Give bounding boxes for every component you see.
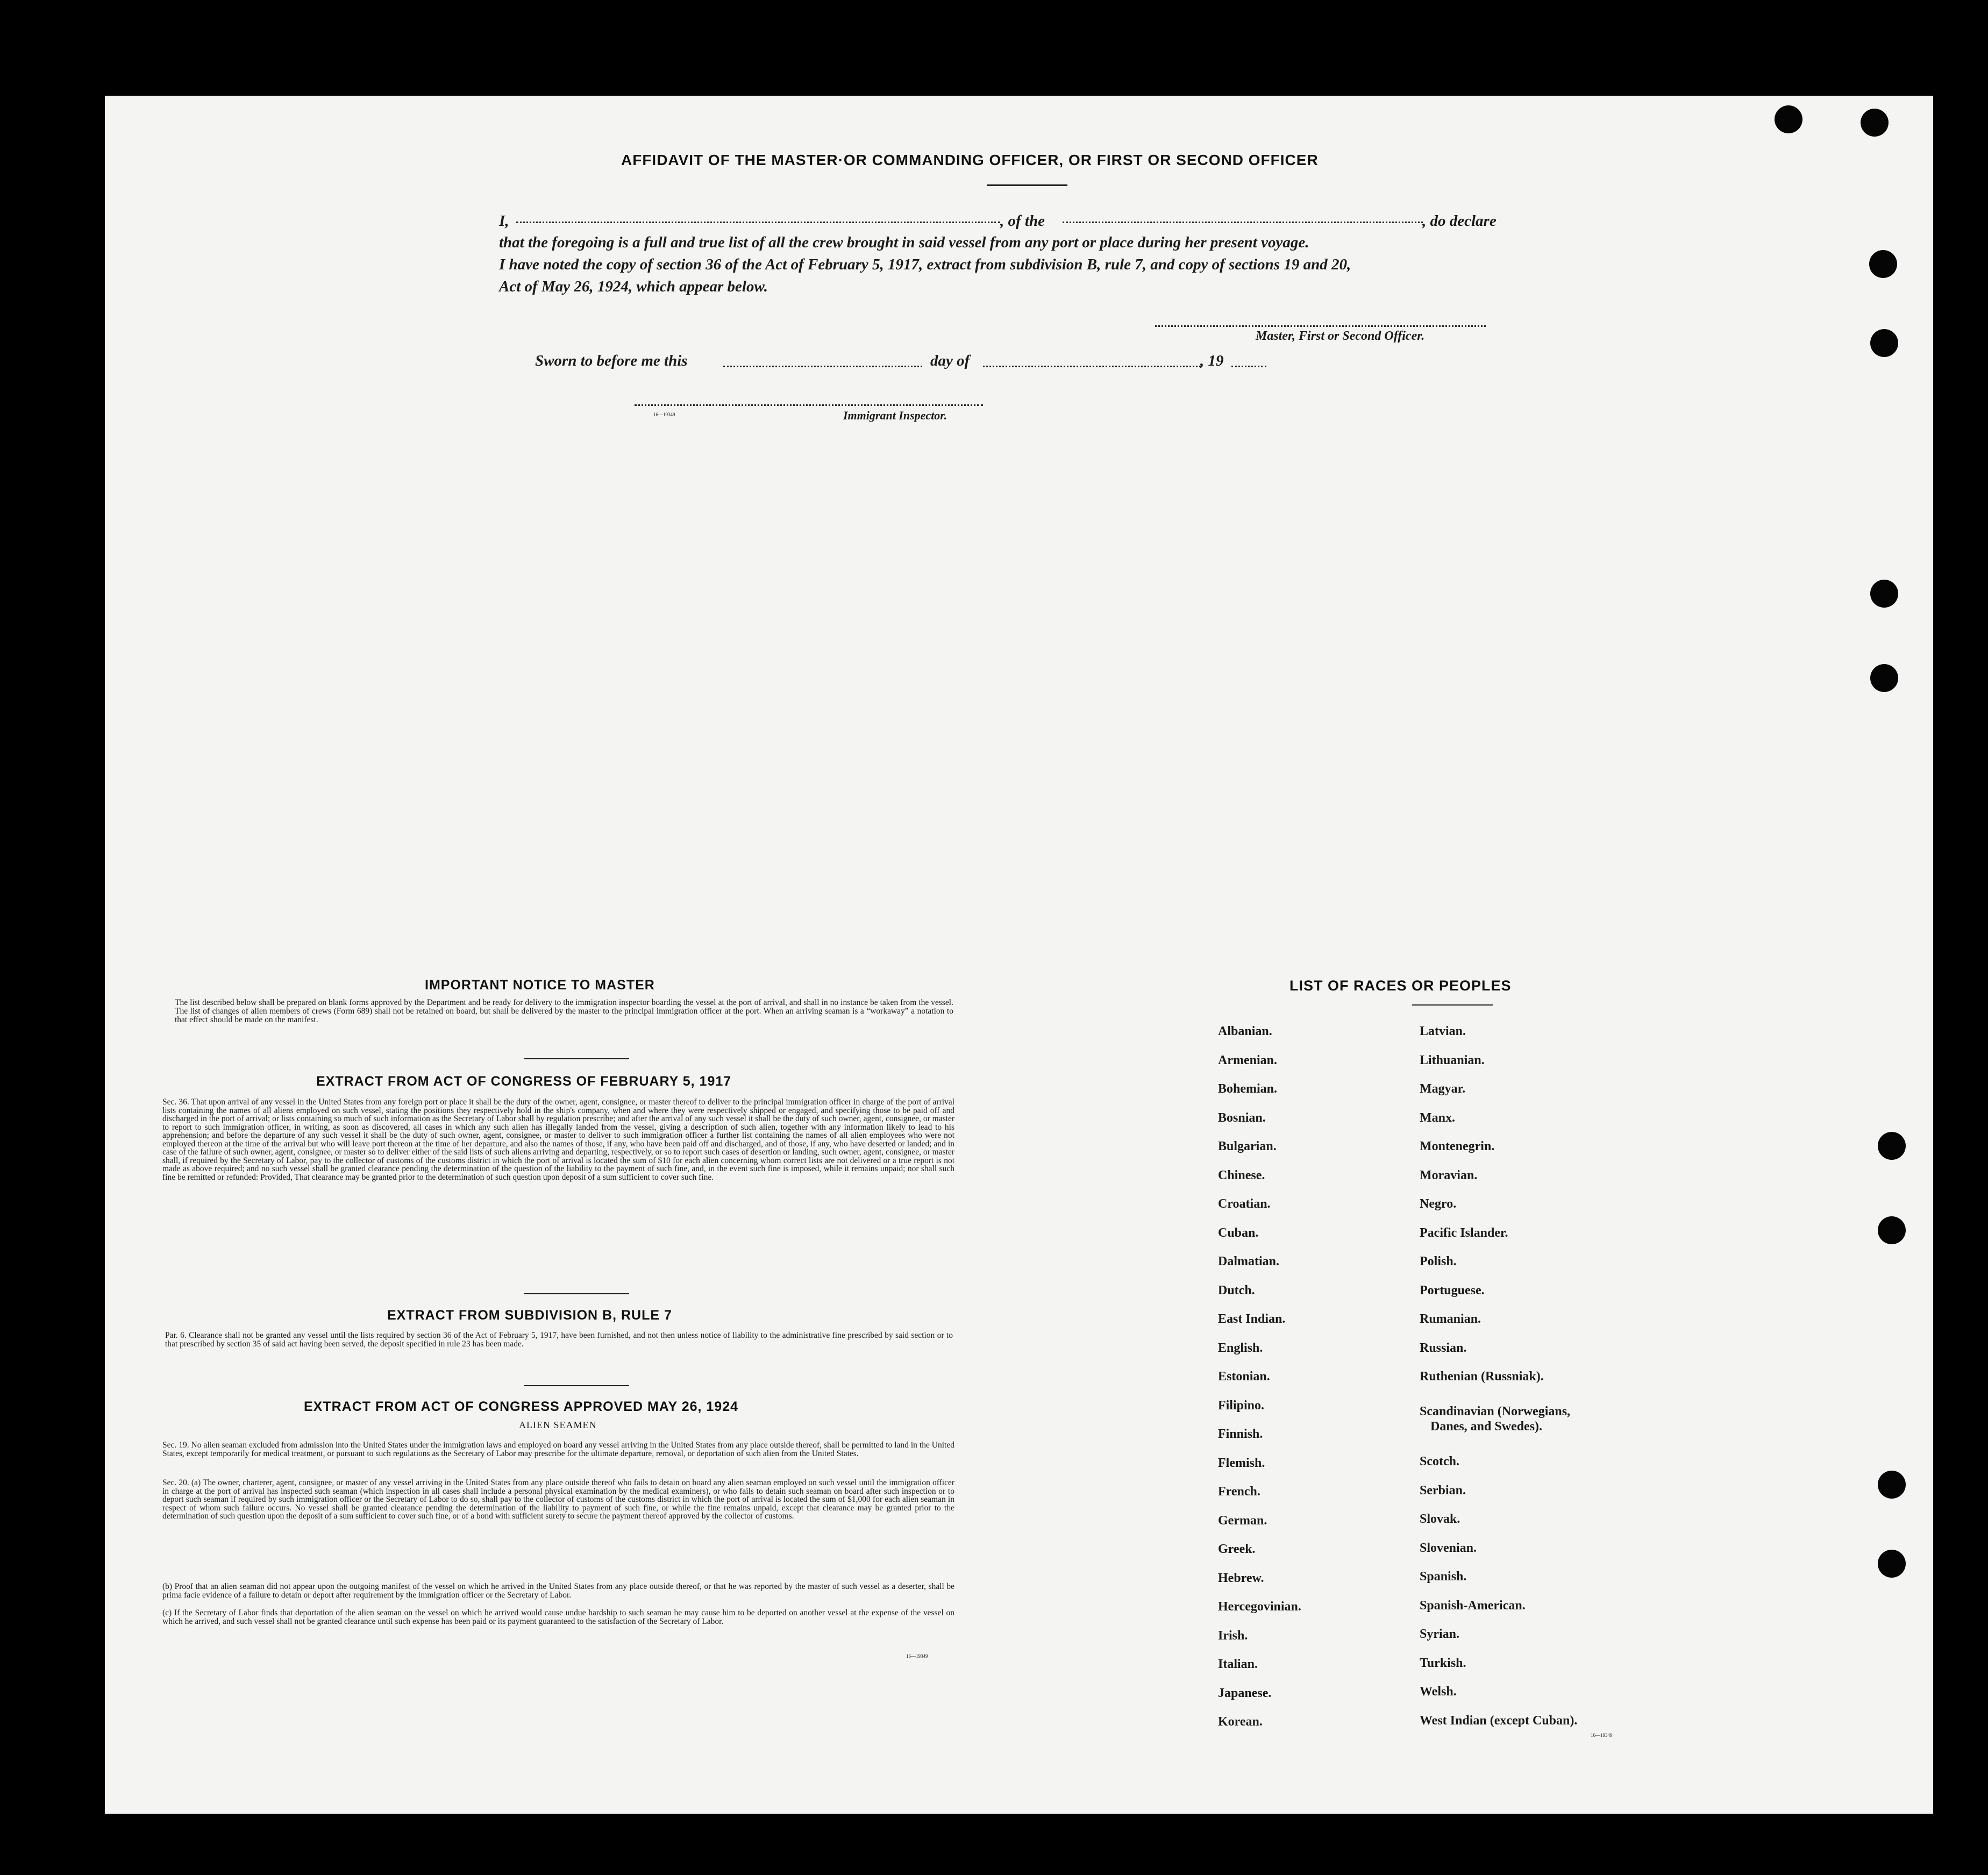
race-item: Polish. <box>1420 1254 1457 1268</box>
name-blank-line <box>516 222 1000 223</box>
rule7-body: Par. 6. Clearance shall not be granted any vessel until the lists required by section 36 of the Act of February 5, 1917, have been furnished, and not then unless notice of liability to the administrative fine prescribed by said section or to that prescribed by section 35 of said act having been served, the deposit specified in rule 23 has been made. <box>165 1331 953 1349</box>
race-item: Greek. <box>1218 1542 1256 1556</box>
sec20c-body: (c) If the Secretary of Labor finds that deportation of the alien seaman on the vessel on which he arrived would cause undue hardship to such seaman he may cause him to be deported on another vessel at the expense of the vessel on which he arrived, and such vessel shall not be granted clearance until such expense has been paid or its payment guaranteed to the satisfaction of the Secretary of Labor. <box>162 1608 954 1626</box>
affidavit-title: AFFIDAVIT OF THE MASTER·OR COMMANDING OFFICER, OR FIRST OR SECOND OFFICER <box>621 152 1319 168</box>
sec19-body: Sec. 19. No alien seaman excluded from admission into the United States under the immigration laws and employed on board any vessel arriving in the United States from any place outside thereof, shall be permitted to land in the United States, except temporarily for medical treatment, or pursuant to such regulations as the Secretary of Labor may prescribe for the ultimate departure, removal, or deportation of such alien from the United States. <box>162 1441 954 1458</box>
affidavit-of-the: , of the <box>1000 212 1045 230</box>
race-item: Dalmatian. <box>1218 1254 1279 1268</box>
race-item: Scotch. <box>1420 1455 1459 1468</box>
sec20a-body: Sec. 20. (a) The owner, charterer, agent, consignee, or master of any vessel arriving in the United States from any place outside thereof who fails to detain on board any alien seaman employed on such vessel until the immigration officer in charge at the port of arrival has inspected such seaman (which inspection in all cases shall include a personal physical examination by the medical examiners), or who fails to detain such seaman on board after such inspection or to deport such seaman if required by such immigration officer or the Secretary of Labor to do so, shall pay to the collector of customs of the customs district in which the port of arrival is located the sum of $1,000 for each alien seaman in respect of whom such failure occurs. No vessel shall be granted clearance pending the determination of the liability to payment of such fine, or while the fine remains unpaid, except that clearance may be granted prior to the determination of such question upon the deposit of a sum sufficient to cover such fine, or of a bond with sufficient surety to secure the payment thereof approved by the collector of customs. <box>162 1478 954 1521</box>
sworn-day-line <box>723 366 922 367</box>
punch-hole <box>1869 250 1897 278</box>
divider <box>524 1385 629 1386</box>
race-item: Chinese. <box>1218 1168 1265 1182</box>
divider <box>524 1293 629 1294</box>
affidavit-line-4: Act of May 26, 1924, which appear below. <box>499 278 768 295</box>
race-item: Estonian. <box>1218 1370 1270 1384</box>
form-number: 16—19349 <box>1591 1733 1613 1738</box>
inspector-caption: Immigrant Inspector. <box>843 409 947 422</box>
race-item: Negro. <box>1420 1197 1457 1211</box>
race-item: Hercegovinian. <box>1218 1600 1301 1614</box>
race-item: Croatian. <box>1218 1197 1271 1211</box>
sworn-month-line <box>983 366 1201 367</box>
punch-hole <box>1878 1550 1906 1578</box>
signature-line <box>1155 325 1486 327</box>
affidavit-line-2: that the foregoing is a full and true list of all the crew brought in said vessel from any port or place during her present voyage. <box>499 234 1309 251</box>
year-line <box>1231 366 1266 367</box>
race-item: West Indian (except Cuban). <box>1420 1713 1578 1728</box>
year-label: , 19 <box>1200 352 1224 369</box>
race-item: Russian. <box>1420 1341 1467 1355</box>
race-item: Syrian. <box>1420 1627 1460 1641</box>
extract-1924-title: EXTRACT FROM ACT OF CONGRESS APPROVED MAY 26, 1924 <box>304 1399 739 1414</box>
extract-1924-subtitle: ALIEN SEAMEN <box>519 1420 597 1430</box>
race-item: Flemish. <box>1218 1456 1265 1470</box>
race-item: Portuguese. <box>1420 1283 1485 1297</box>
race-item: Lithuanian. <box>1420 1053 1485 1067</box>
race-item: Korean. <box>1218 1715 1263 1729</box>
vessel-blank-line <box>1063 222 1423 223</box>
race-item: Latvian. <box>1420 1024 1466 1038</box>
race-item: Spanish. <box>1420 1570 1467 1584</box>
race-item: Bulgarian. <box>1218 1139 1277 1153</box>
race-item: Italian. <box>1218 1657 1258 1671</box>
punch-hole <box>1878 1471 1906 1499</box>
race-item: Pacific Islander. <box>1420 1225 1508 1240</box>
punch-hole <box>1870 664 1898 692</box>
extract-1917-title: EXTRACT FROM ACT OF CONGRESS OF FEBRUARY 5, 1917 <box>316 1074 732 1089</box>
race-item: Japanese. <box>1218 1686 1272 1700</box>
race-item: English. <box>1218 1341 1263 1355</box>
notice-body: The list described below shall be prepared on blank forms approved by the Department and be ready for delivery to the immigration inspector boarding the vessel at the port of arrival, and shall in no instance be taken from the vessel. The list of changes of alien members of crews (Form 689) shall not be retained on board, but shall be delivered by the master to the principal immigration officer at the port. When an arriving seaman is a “workaway” a notation to that effect should be made on the manifest. <box>175 998 953 1025</box>
race-item: Manx. <box>1420 1110 1455 1125</box>
signature-caption: Master, First or Second Officer. <box>1256 329 1425 343</box>
race-item: Filipino. <box>1218 1398 1265 1413</box>
title-divider <box>987 184 1067 186</box>
race-item: Turkish. <box>1420 1656 1466 1670</box>
rule7-title: EXTRACT FROM SUBDIVISION B, RULE 7 <box>387 1308 672 1323</box>
race-item: Dutch. <box>1218 1283 1255 1297</box>
race-item: Irish. <box>1218 1628 1248 1643</box>
race-item: Ruthenian (Russniak). <box>1420 1370 1544 1384</box>
race-item: Spanish-American. <box>1420 1598 1526 1613</box>
race-item: Bosnian. <box>1218 1110 1266 1125</box>
punch-hole <box>1870 580 1898 608</box>
notice-title: IMPORTANT NOTICE TO MASTER <box>425 978 655 993</box>
race-item: Serbian. <box>1420 1483 1466 1498</box>
sec20b-body: (b) Proof that an alien seaman did not appear upon the outgoing manifest of the vessel on which he arrived in the United States from any place outside thereof, or that he was reported by the master of such vessel as a deserter, shall be prima facie evidence of a failure to detain or deport after requirement by the immigration officer or the Secretary of Labor. <box>162 1582 954 1600</box>
sworn-label: Sworn to before me this <box>535 352 688 369</box>
race-item: Moravian. <box>1420 1168 1478 1182</box>
document-sheet <box>105 96 1933 1814</box>
affidavit-i-label: I, <box>499 212 509 230</box>
race-item: French. <box>1218 1485 1260 1499</box>
affidavit-do-declare: , do declare <box>1422 212 1497 230</box>
race-item: Slovak. <box>1420 1512 1460 1526</box>
races-title: LIST OF RACES OR PEOPLES <box>1289 978 1512 994</box>
race-item: Hebrew. <box>1218 1571 1264 1585</box>
race-item: Scandinavian (Norwegians, <box>1420 1405 1571 1418</box>
form-number: 16—19349 <box>906 1653 928 1659</box>
punch-hole <box>1870 329 1898 357</box>
divider <box>1412 1004 1493 1006</box>
punch-hole <box>1861 109 1889 137</box>
race-item: Bohemian. <box>1218 1082 1278 1096</box>
punch-hole <box>1878 1132 1906 1160</box>
race-item: Magyar. <box>1420 1082 1466 1096</box>
race-item: Welsh. <box>1420 1685 1457 1699</box>
form-number: 16—19349 <box>653 412 675 417</box>
extract-1917-body: Sec. 36. That upon arrival of any vessel in the United States from any foreign port or place it shall be the duty of the owner, agent, consignee, or master thereof to deliver to the principal immigration officer in charge of the port of arrival lists containing the names of all aliens employed on such vessel, stating the positions they respectively hold in the ship's company, when and where they were respectively shipped or engaged, and specifying those to be paid off and discharged in the port of arrival; or lists containing so much of such information as the Secretary of Labor shall by regulation prescribe; and after the arrival of any such vessel it shall be the duty of such owner, agent, consignee, or master to report to such immigration officer, in writing, as soon as discovered, all cases in which any such alien has illegally landed from the vessel, giving a description of such alien, together with any information likely to lead to his apprehension; and before the departure of any such vessel it shall be the duty of such owner, agent, consignee, or master to deliver to such immigration officer a further list containing the names of all alien employees who were not employed thereon at the time of the arrival but who will leave port thereon at the time of her departure, and also the names of those, if any, who have been paid off and discharged, and of those, if any, who have deserted or landed; and in case of the failure of such owner, agent, consignee, or master so to deliver either of the said lists of such aliens arriving and departing, respectively, or so to report such cases of desertion or landing, such owner, agent, consignee, or master shall, if required by the Secretary of Labor, pay to the collector of customs of the customs district in which the port of arrival is located the sum of $10 for each alien concerning whom correct lists are not delivered or a true report is not made as above required; and no such vessel shall be granted clearance pending the determination of the question of the liability to the payment of such fine, and, in the event such fine is imposed, while it remains unpaid; nor shall such fine be remitted or refunded: Provided, That clearance may be granted prior to the determination of such question upon deposit of a sum sufficient to cover such fine. <box>162 1097 954 1182</box>
race-item: Danes, and Swedes). <box>1430 1420 1543 1434</box>
race-item: East Indian. <box>1218 1312 1286 1326</box>
race-item: Slovenian. <box>1420 1541 1477 1555</box>
race-item: Montenegrin. <box>1420 1139 1495 1153</box>
day-of-label: day of <box>930 352 970 369</box>
race-item: Armenian. <box>1218 1053 1277 1067</box>
inspector-line <box>635 404 983 406</box>
race-item: Rumanian. <box>1420 1312 1481 1326</box>
punch-hole <box>1878 1216 1906 1244</box>
punch-hole <box>1775 105 1802 133</box>
race-item: Finnish. <box>1218 1427 1263 1441</box>
affidavit-line-3: I have noted the copy of section 36 of the Act of February 5, 1917, extract from subdivision B, rule 7, and copy of sections 19 and 20, <box>499 256 1351 273</box>
race-item: German. <box>1218 1513 1267 1528</box>
race-item: Albanian. <box>1218 1024 1272 1038</box>
race-item: Cuban. <box>1218 1225 1259 1240</box>
divider <box>524 1058 629 1059</box>
